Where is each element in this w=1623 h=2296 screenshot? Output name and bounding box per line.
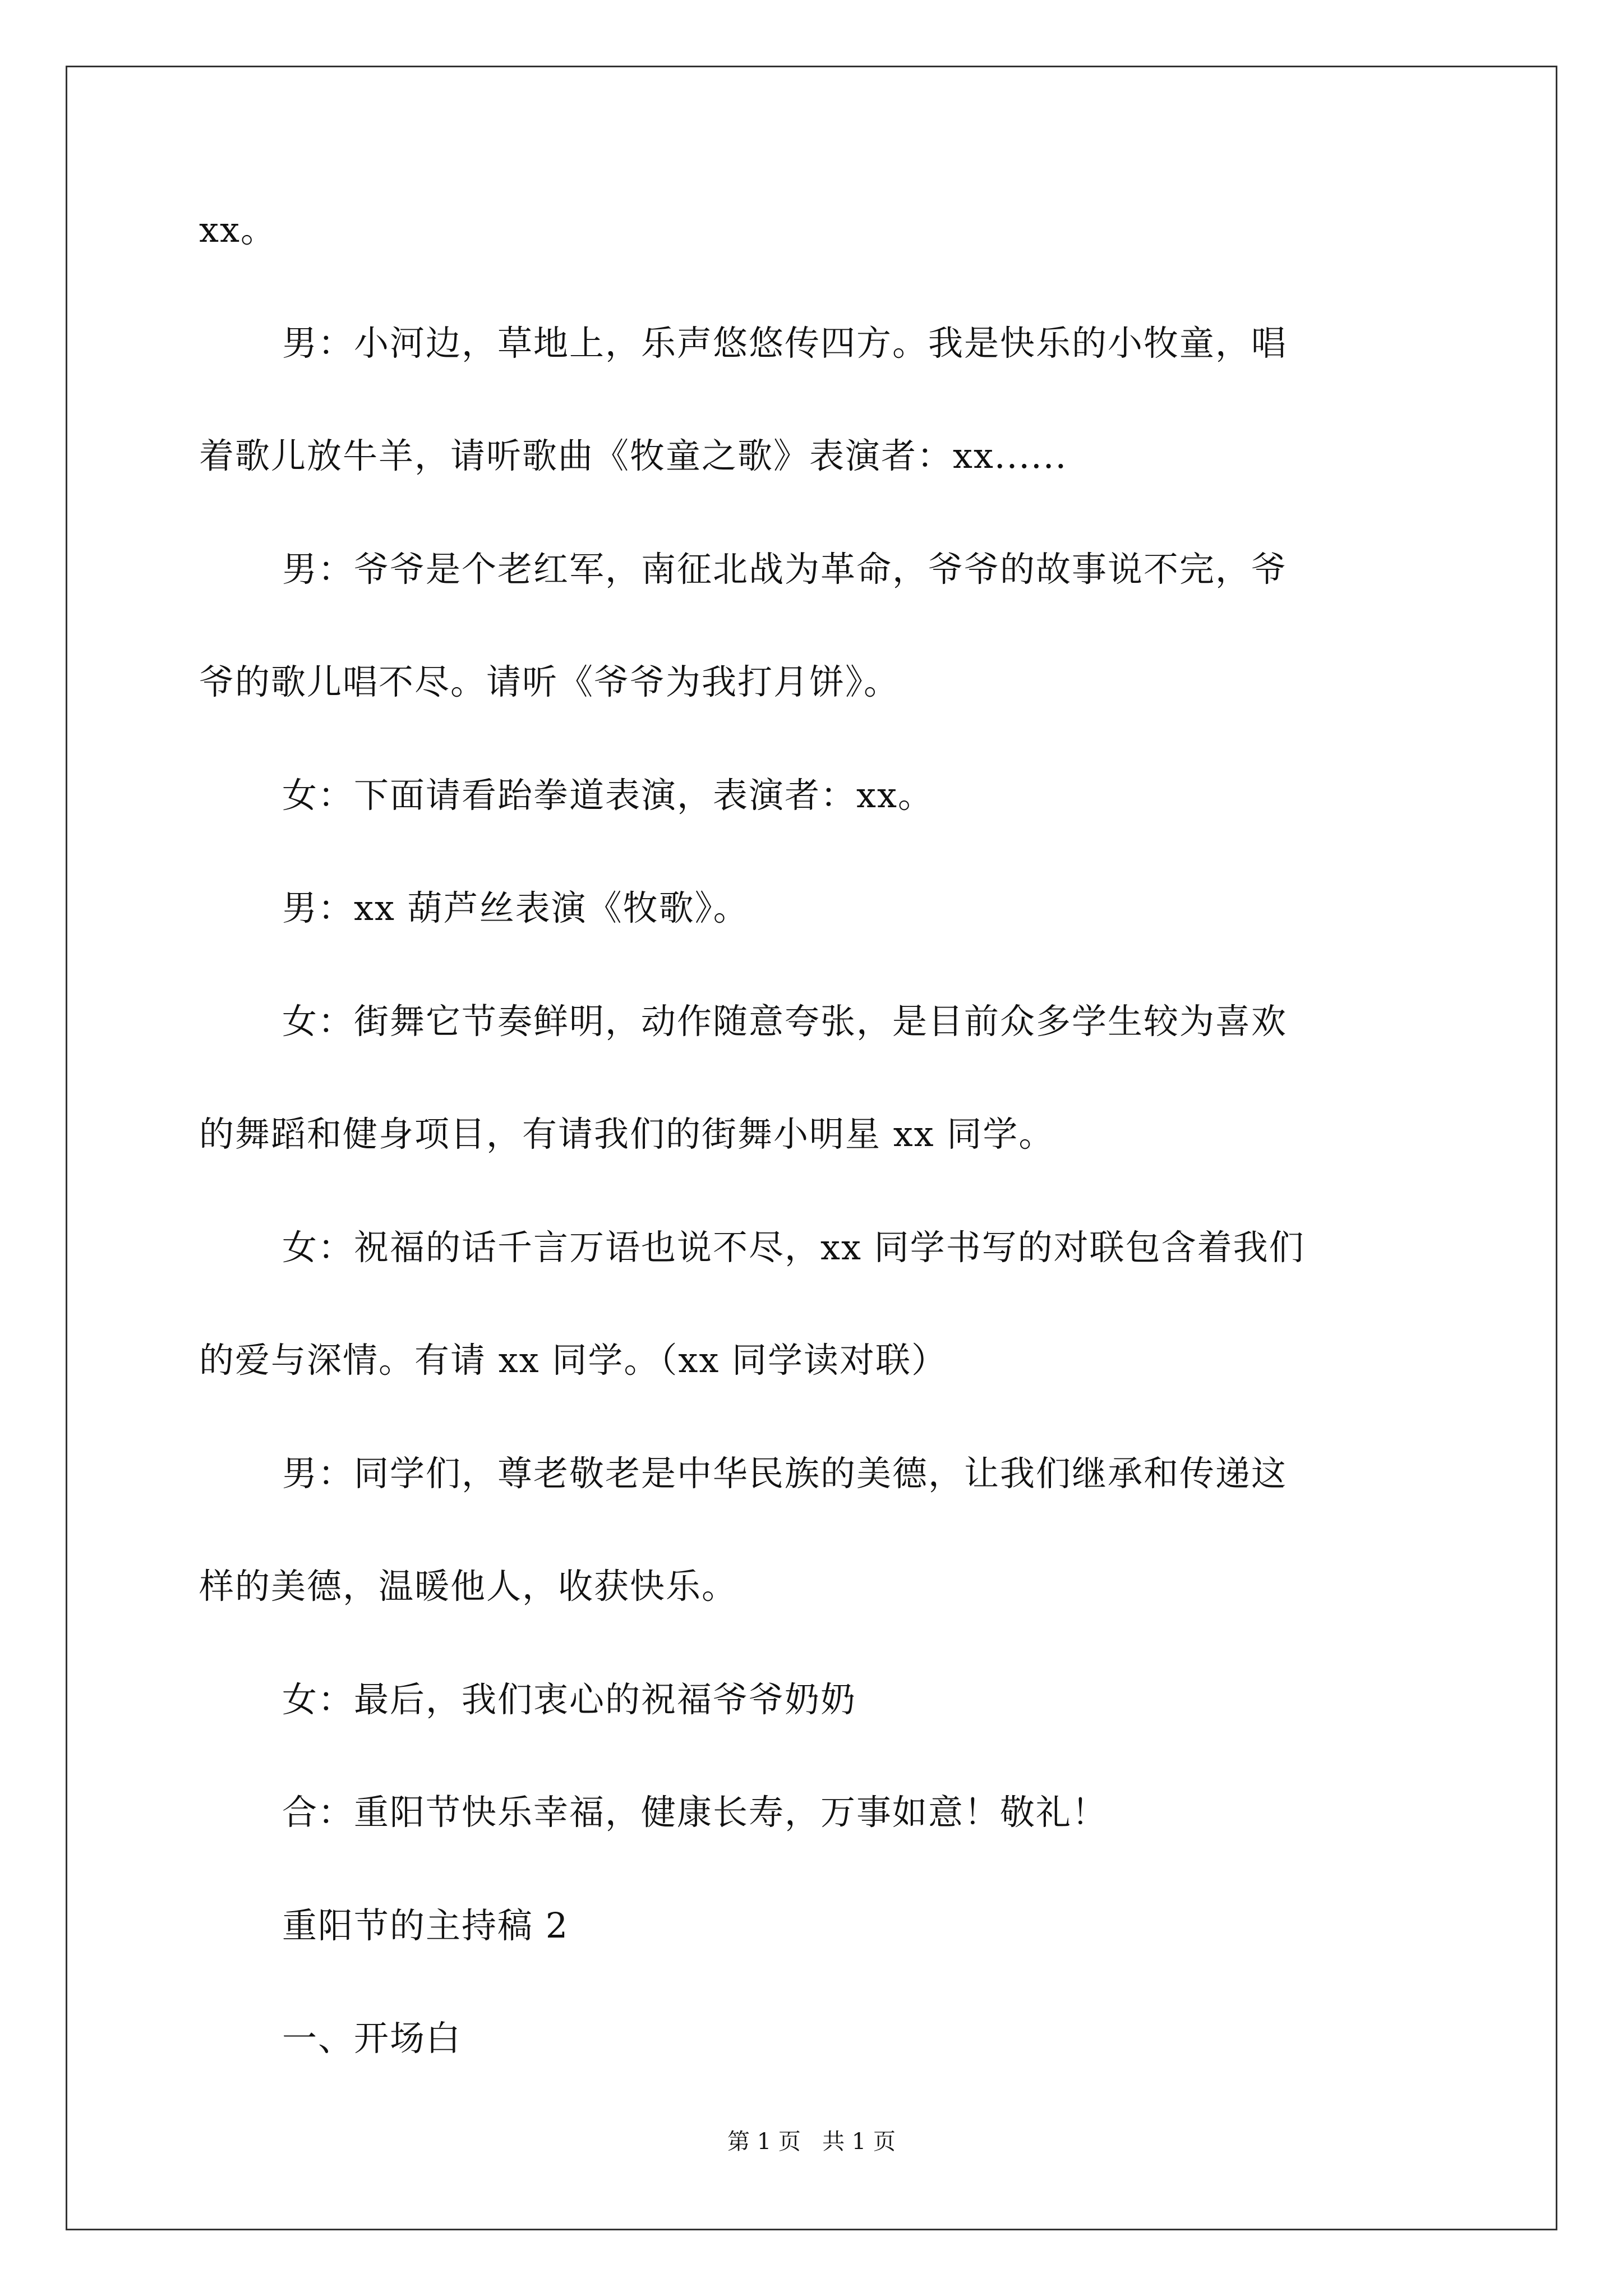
text-line: 样的美德，温暖他人，收获快乐。 <box>199 1566 738 1607</box>
section-heading: 重阳节的主持稿 2 <box>282 1905 569 1946</box>
subsection-heading: 一、开场白 <box>282 2018 462 2059</box>
paragraph-line: 男：xx 葫芦丝表演《牧歌》。 <box>282 887 749 928</box>
paragraph-line: 男：同学们，尊老敬老是中华民族的美德，让我们继承和传递这 <box>282 1453 1288 1494</box>
text-line: 着歌儿放牛羊，请听歌曲《牧童之歌》表演者：xx...... <box>199 435 1068 476</box>
text-line: xx。 <box>199 209 276 250</box>
paragraph-line: 女：祝福的话千言万语也说不尽，xx 同学书写的对联包含着我们 <box>282 1227 1305 1268</box>
text-line: 爷的歌儿唱不尽。请听《爷爷为我打月饼》。 <box>199 661 900 702</box>
text-line: 的爱与深情。有请 xx 同学。（xx 同学读对联） <box>199 1340 947 1381</box>
paragraph-line: 合：重阳节快乐幸福，健康长寿，万事如意！敬礼！ <box>282 1792 1108 1833</box>
paragraph-line: 男：小河边，草地上，乐声悠悠传四方。我是快乐的小牧童，唱 <box>282 323 1288 364</box>
paragraph-line: 女：下面请看跆拳道表演，表演者：xx。 <box>282 775 934 816</box>
text-line: 的舞蹈和健身项目，有请我们的街舞小明星 xx 同学。 <box>199 1114 1055 1154</box>
page-footer: 第 1 页 共 1 页 <box>727 2129 896 2155</box>
paragraph-line: 男：爷爷是个老红军，南征北战为革命，爷爷的故事说不完，爷 <box>282 549 1288 590</box>
paragraph-line: 女：最后，我们衷心的祝福爷爷奶奶 <box>282 1679 857 1720</box>
paragraph-line: 女：街舞它节奏鲜明，动作随意夸张，是目前众多学生较为喜欢 <box>282 1001 1288 1042</box>
